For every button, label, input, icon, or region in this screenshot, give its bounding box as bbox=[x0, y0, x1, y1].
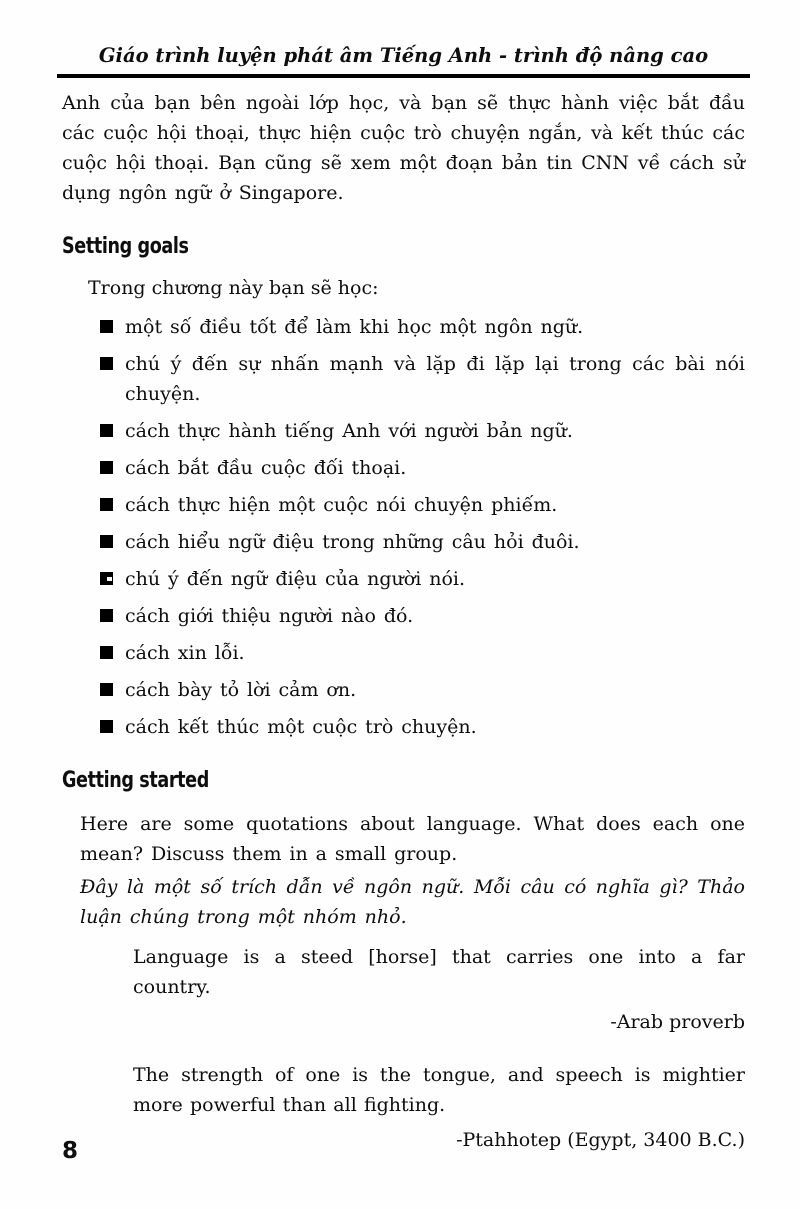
square-bullet-icon bbox=[100, 720, 113, 733]
bullet-text: chú ý đến ngữ điệu của người nói. bbox=[125, 568, 466, 590]
square-bullet-icon bbox=[100, 424, 113, 437]
bullet-text: cách giới thiệu người nào đó. bbox=[125, 605, 414, 627]
square-bullet-icon bbox=[100, 646, 113, 659]
square-bullet-icon bbox=[100, 461, 113, 474]
bullet-text: cách kết thúc một cuộc trò chuyện. bbox=[125, 716, 477, 738]
quote-attribution: -Arab proverb bbox=[610, 1011, 745, 1033]
section-heading-label: Getting started bbox=[62, 768, 209, 793]
square-bullet-icon bbox=[100, 572, 113, 585]
list-item bbox=[100, 638, 745, 668]
list-item bbox=[100, 601, 745, 631]
quote-text: The strength of one is the tongue, and speech is mightier more powerful than all fighting. bbox=[133, 1064, 745, 1116]
square-bullet-icon bbox=[100, 535, 113, 548]
bullet-text: chú ý đến sự nhấn mạnh và lặp đi lặp lại trong các bài nói chuyện. bbox=[125, 353, 745, 405]
bullet-text: cách thực hành tiếng Anh với người bản ngữ. bbox=[125, 420, 573, 442]
intro-paragraph: Anh của bạn bên ngoài lớp học, và bạn sẽ thực hành việc bắt đầu các cuộc hội thoại, thực hiện cuộc trò chuyện ngắn, và kết thúc các cuộc hội thoại. Bạn cũng sẽ xem một đoạn bản tin CNN về cách sử dụng ngôn ngữ ở Singapore. bbox=[62, 92, 745, 204]
square-bullet-icon bbox=[100, 609, 113, 622]
section-heading-label: Setting goals bbox=[62, 234, 189, 259]
square-bullet-icon bbox=[100, 498, 113, 511]
bullet-text: cách thực hiện một cuộc nói chuyện phiếm. bbox=[125, 494, 558, 516]
goals-intro-line: Trong chương này bạn sẽ học: bbox=[88, 277, 379, 299]
section-heading-setting-goals bbox=[62, 234, 745, 260]
bullet-text: một số điều tốt để làm khi học một ngôn ngữ. bbox=[125, 316, 584, 338]
list-item bbox=[100, 564, 745, 594]
list-item bbox=[100, 453, 745, 483]
page-number: 8 bbox=[62, 1138, 79, 1164]
list-item bbox=[100, 490, 745, 520]
square-bullet-icon bbox=[100, 357, 113, 370]
square-bullet-icon bbox=[100, 320, 113, 333]
list-item bbox=[100, 349, 745, 409]
goals-bullet-list bbox=[100, 312, 745, 742]
bullet-text: cách xin lỗi. bbox=[125, 642, 245, 664]
list-item bbox=[100, 675, 745, 705]
quote-attribution: -Ptahhotep (Egypt, 3400 B.C.) bbox=[456, 1129, 745, 1151]
bullet-text: cách bày tỏ lời cảm ơn. bbox=[125, 679, 357, 701]
bullet-text: cách hiểu ngữ điệu trong những câu hỏi đuôi. bbox=[125, 531, 580, 553]
instruction-vietnamese: Đây là một số trích dẫn về ngôn ngữ. Mỗi câu có nghĩa gì? Thảo luận chúng trong một nhóm nhỏ. bbox=[80, 876, 745, 928]
section-heading-getting-started bbox=[62, 768, 745, 794]
list-item bbox=[100, 712, 745, 742]
header-rule bbox=[57, 74, 750, 78]
list-item bbox=[100, 312, 745, 342]
quote-block bbox=[62, 942, 745, 1037]
quote-text: Language is a steed [horse] that carries one into a far country. bbox=[133, 946, 745, 998]
running-header-title: Giáo trình luyện phát âm Tiếng Anh - trình độ nâng cao bbox=[98, 44, 709, 67]
quote-block bbox=[62, 1060, 745, 1155]
list-item bbox=[100, 416, 745, 446]
instruction-english: Here are some quotations about language. What does each one mean? Discuss them in a small group. bbox=[80, 813, 745, 865]
bullet-text: cách bắt đầu cuộc đối thoại. bbox=[125, 457, 407, 479]
square-bullet-icon bbox=[100, 683, 113, 696]
list-item bbox=[100, 527, 745, 557]
